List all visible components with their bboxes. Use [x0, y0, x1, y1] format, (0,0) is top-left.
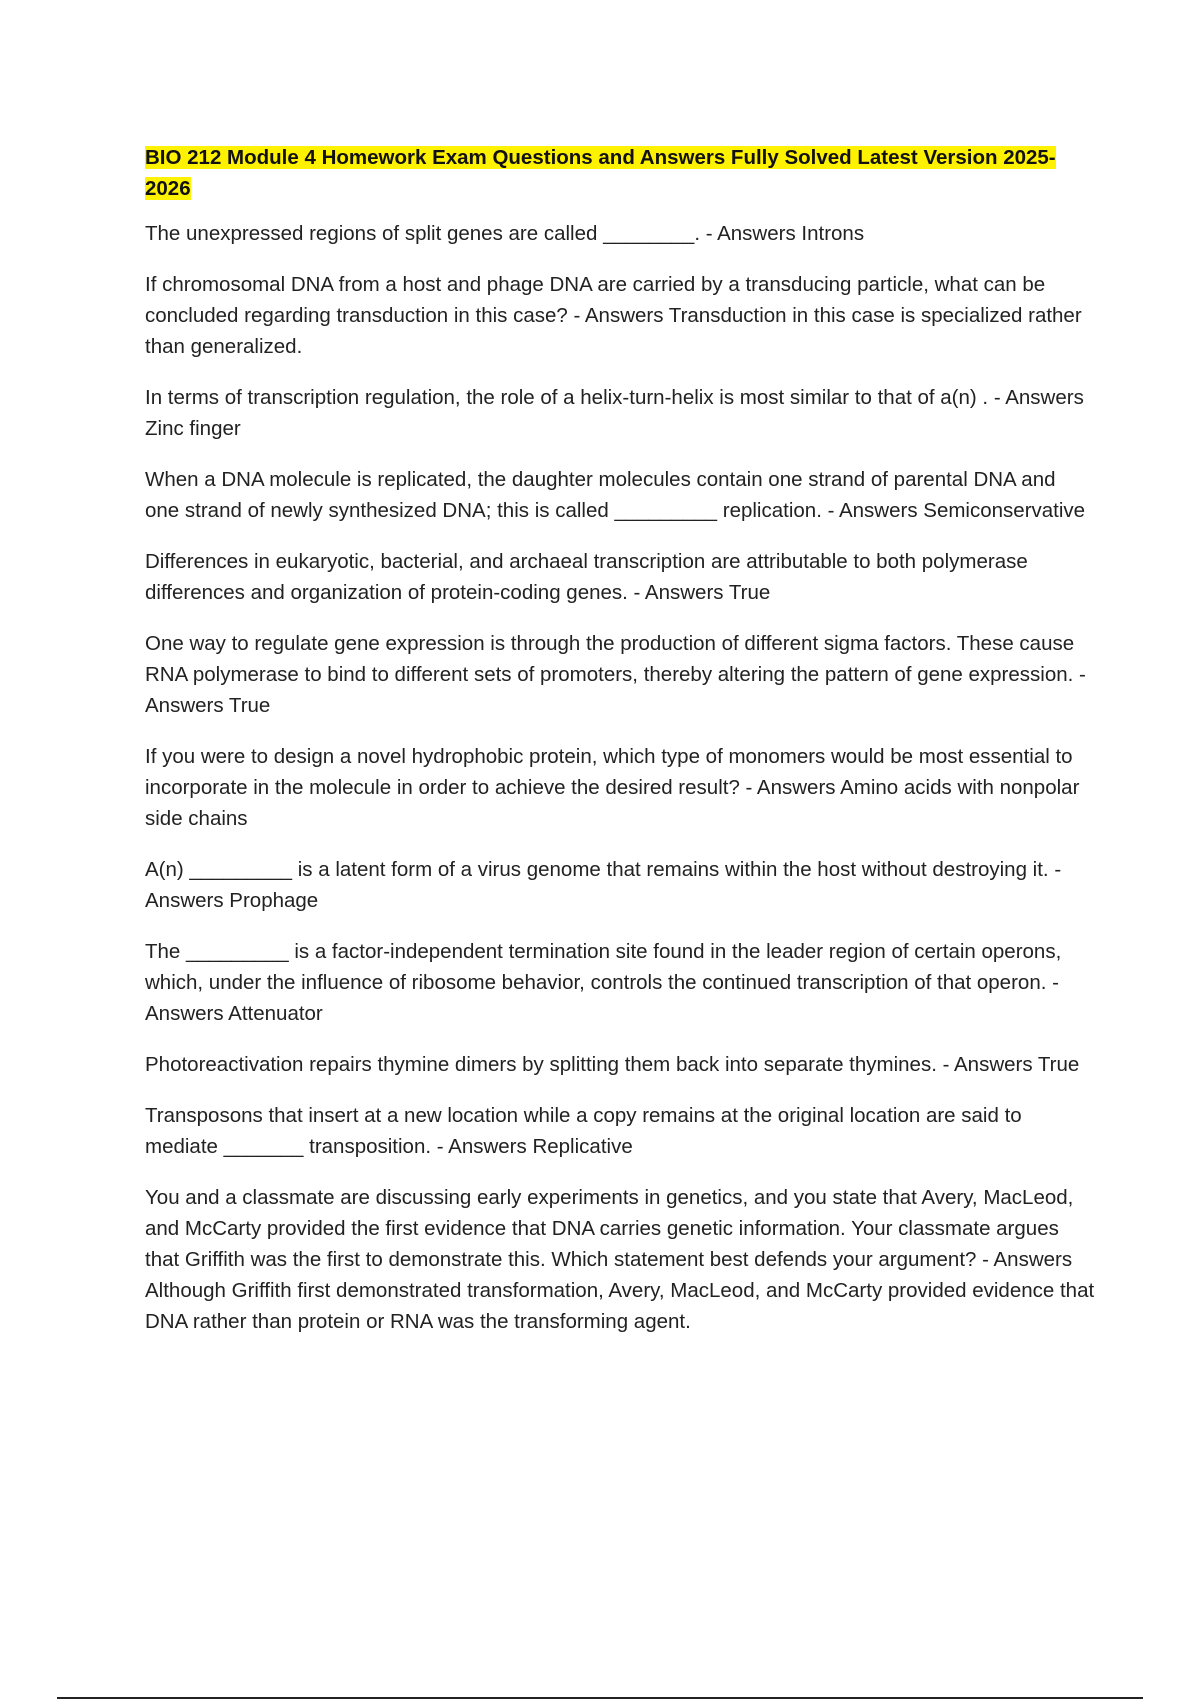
qa-item-4: When a DNA molecule is replicated, the daughter molecules contain one strand of parental DNA and one strand of newly synthesized DNA; this is called _________ replication. - Answers Semiconservative — [145, 468, 1086, 522]
qa-item-6: One way to regulate gene expression is through the production of different sigma factors. These cause RNA polymerase to bind to different sets of promoters, thereby altering the pattern of gene expression. - Answers True — [145, 632, 1086, 717]
qa-item-9: The _________ is a factor-independent termination site found in the leader region of certain operons, which, under the influence of ribosome behavior, controls the continued transcription of that operon. - Answers Attenuator — [145, 940, 1062, 1025]
qa-item-2: If chromosomal DNA from a host and phage DNA are carried by a transducing particle, what can be concluded regarding transduction in this case? - Answers Transduction in this case is specialized rather than generalized. — [145, 273, 1082, 358]
qa-item-5: Differences in eukaryotic, bacterial, and archaeal transcription are attributable to both polymerase differences and organization of protein-coding genes. - Answers True — [145, 550, 1028, 604]
qa-item-3: In terms of transcription regulation, the role of a helix-turn-helix is most similar to that of a(n) . - Answers Zinc finger — [145, 386, 1084, 440]
document-title-text: BIO 212 Module 4 Homework Exam Questions and Answers Fully Solved Latest Version 2025-2026 — [145, 146, 1056, 200]
qa-item-12: You and a classmate are discussing early experiments in genetics, and you state that Avery, MacLeod, and McCarty provided the first evidence that DNA carries genetic information. Your classmate argues that Griffith was the first to demonstrate this. Which statement best defends your argument? - Answers Although Griffith first demonstrated transformation, Avery, MacLeod, and McCarty provided evidence that DNA rather than protein or RNA was the transforming agent. — [145, 1186, 1095, 1333]
document-title — [145, 142, 1095, 204]
footer-divider — [57, 1697, 1143, 1699]
qa-item-1: The unexpressed regions of split genes are called ________. - Answers Introns — [145, 222, 865, 245]
qa-item-8: A(n) _________ is a latent form of a virus genome that remains within the host without destroying it. - Answers Prophage — [145, 858, 1062, 912]
qa-item-10: Photoreactivation repairs thymine dimers by splitting them back into separate thymines. - Answers True — [145, 1053, 1080, 1076]
qa-item-11: Transposons that insert at a new location while a copy remains at the original location are said to mediate _______ transposition. - Answers Replicative — [145, 1104, 1022, 1158]
qa-item-7: If you were to design a novel hydrophobic protein, which type of monomers would be most essential to incorporate in the molecule in order to achieve the desired result? - Answers Amino acids with nonpolar side chains — [145, 745, 1080, 830]
document-body — [145, 142, 1095, 1357]
